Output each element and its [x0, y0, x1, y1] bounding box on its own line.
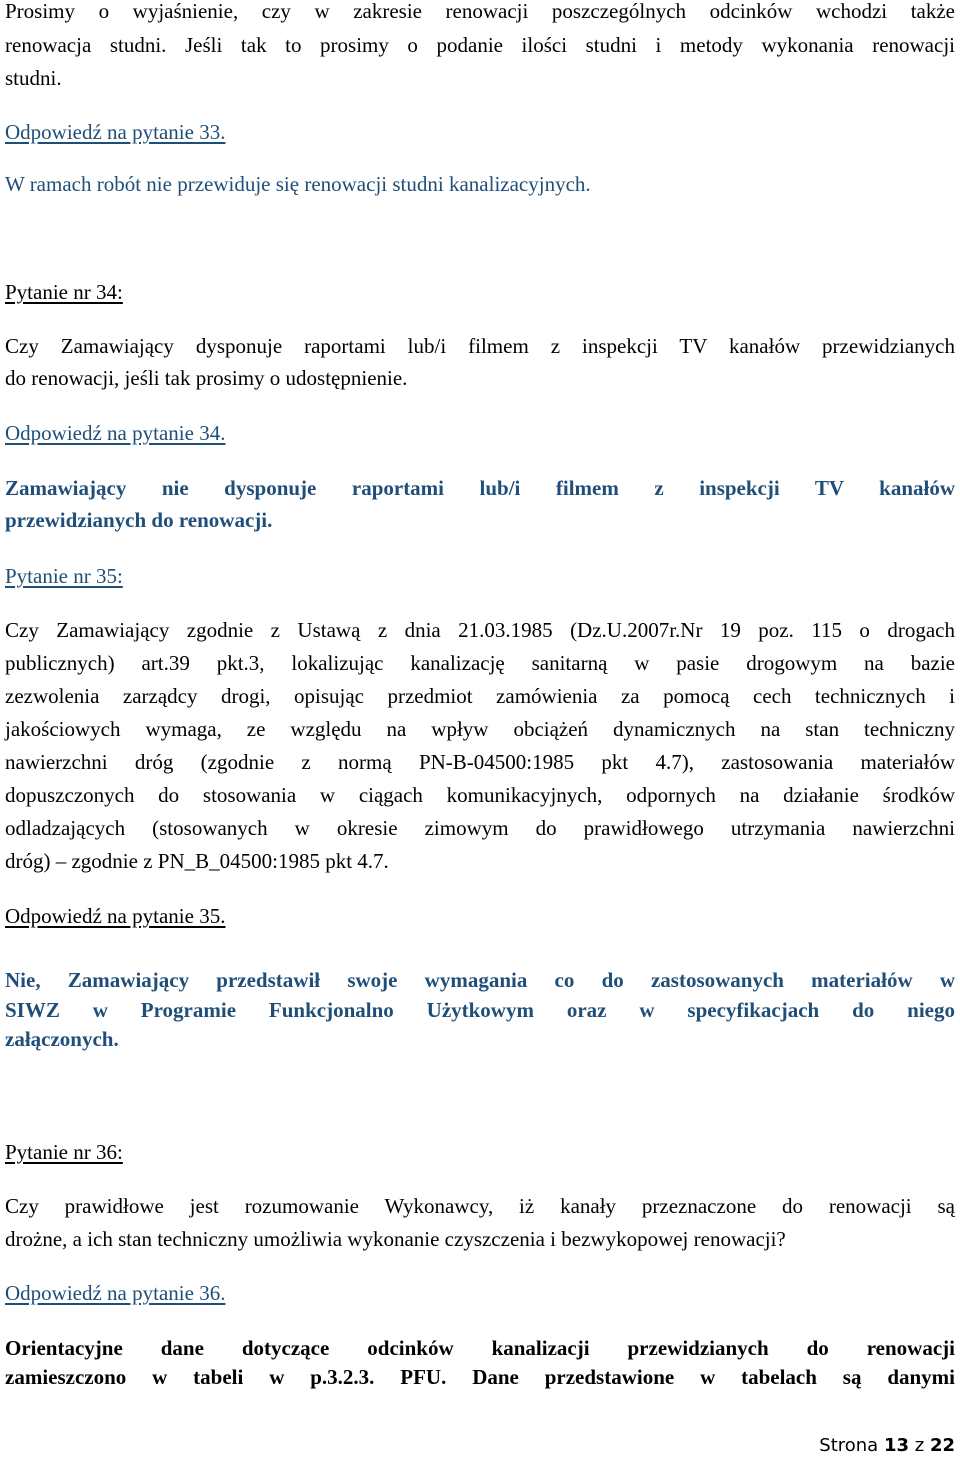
question-34-line-2: do renowacji, jeśli tak prosimy o udostępnienie.: [5, 366, 408, 390]
intro-line-2: renowacja studni. Jeśli tak to prosimy o podanie ilości studni i metody wykonania renowacji: [5, 33, 955, 57]
answer-34-line-1: Zamawiający nie dysponuje raportami lub/i filmem z inspekcji TV kanałów: [5, 476, 955, 500]
question-36-line-1: Czy prawidłowe jest rozumowanie Wykonawcy, iż kanały przeznaczone do renowacji są: [5, 1194, 955, 1218]
question-35-line-7: odladzających (stosowanych w okresie zimowym do prawidłowego utrzymania nawierzchni: [5, 816, 955, 840]
intro-line-3: studni.: [5, 66, 62, 90]
question-36-line-2: drożne, a ich stan techniczny umożliwia wykonanie czyszczenia i bezwykopowej renowacji?: [5, 1227, 786, 1251]
page-separator: z: [914, 1435, 925, 1456]
question-35-line-2: publicznych) art.39 pkt.3, lokalizując kanalizację sanitarną w pasie drogowym na bazie: [5, 651, 955, 675]
current-page: 13: [883, 1435, 910, 1456]
question-35-line-3: zezwolenia zarządcy drogi, opisując przedmiot zamówienia za pomocą cech technicznych i: [5, 684, 955, 708]
question-35-line-6: dopuszczonych do stosowania w ciągach komunikacyjnych, odpornych na działanie środków: [5, 783, 955, 807]
question-35-line-1: Czy Zamawiający zgodnie z Ustawą z dnia 21.03.1985 (Dz.U.2007r.Nr 19 poz. 115 o drogach: [5, 618, 955, 642]
intro-line-1: Prosimy o wyjaśnienie, czy w zakresie renowacji poszczególnych odcinków wchodzi także: [5, 0, 955, 23]
answer-35-heading: Odpowiedź na pytanie 35.: [5, 904, 226, 928]
total-pages: 22: [929, 1435, 955, 1456]
answer-35-line-3: załączonych.: [5, 1027, 119, 1051]
answer-36-heading: Odpowiedź na pytanie 36.: [5, 1281, 226, 1305]
question-35-heading: Pytanie nr 35:: [5, 564, 123, 588]
question-35-line-4: jakościowych wymaga, ze względu na wpływ obciążeń dynamicznych na stan techniczny: [5, 717, 955, 741]
answer-33-heading: Odpowiedź na pytanie 33.: [5, 120, 226, 144]
question-35-line-5: nawierzchni dróg (zgodnie z normą PN-B-04500:1985 pkt 4.7), zastosowania materiałów: [5, 750, 955, 774]
question-36-heading: Pytanie nr 36:: [5, 1140, 123, 1164]
answer-34-heading: Odpowiedź na pytanie 34.: [5, 421, 226, 445]
answer-35-line-1: Nie, Zamawiający przedstawił swoje wymagania co do zastosowanych materiałów w: [5, 968, 955, 992]
answer-33-text: W ramach robót nie przewiduje się renowacji studni kanalizacyjnych.: [5, 172, 591, 196]
answer-35-line-2: SIWZ w Programie Funkcjonalno Użytkowym oraz w specyfikacjach do niego: [5, 998, 955, 1022]
page-number: [819, 1434, 955, 1458]
answer-36-line-2: zamieszczono w tabeli w p.3.2.3. PFU. Dane przedstawione w tabelach są danymi: [5, 1365, 955, 1389]
page-label: Strona: [819, 1435, 879, 1456]
question-34-heading: Pytanie nr 34:: [5, 280, 123, 304]
answer-36-line-1: Orientacyjne dane dotyczące odcinków kanalizacji przewidzianych do renowacji: [5, 1336, 955, 1360]
answer-34-line-2: przewidzianych do renowacji.: [5, 508, 273, 532]
question-34-line-1: Czy Zamawiający dysponuje raportami lub/i filmem z inspekcji TV kanałów przewidzianych: [5, 334, 955, 358]
question-35-line-8: dróg) – zgodnie z PN_B_04500:1985 pkt 4.7.: [5, 849, 389, 873]
